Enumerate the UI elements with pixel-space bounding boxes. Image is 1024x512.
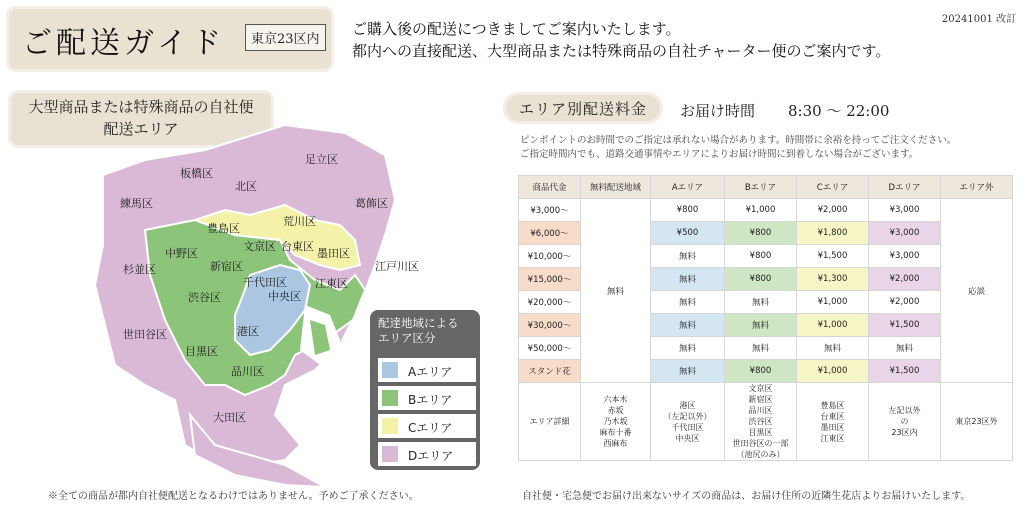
- fee-c-cell: 無料: [797, 337, 869, 360]
- legend-title: [378, 316, 459, 346]
- detail-line: 目黒区: [748, 428, 773, 437]
- legend-swatch-c: [382, 418, 398, 434]
- detail-free-cell: [581, 383, 651, 461]
- ward-label: 荒川区: [283, 215, 316, 228]
- fee-b-cell: ¥800: [725, 222, 797, 245]
- ward-label: 中央区: [268, 290, 301, 303]
- price-cell: ¥20,000〜: [519, 291, 581, 314]
- fee-c-cell: ¥1,000: [797, 360, 869, 383]
- ward-label: 中野区: [165, 247, 198, 260]
- ward-label: 文京区: [243, 240, 276, 253]
- delivery-time-label: お届け時間: [680, 102, 756, 120]
- fee-b-cell: 無料: [725, 314, 797, 337]
- col-header: Aエリア: [651, 176, 725, 199]
- col-header: Bエリア: [725, 176, 797, 199]
- ward-label: 品川区: [231, 365, 264, 378]
- ward-label: 大田区: [213, 411, 246, 424]
- fee-d-cell: 無料: [869, 337, 941, 360]
- detail-line: 23区内: [891, 428, 918, 437]
- col-header: 無料配送地域: [581, 176, 651, 199]
- detail-line: 中央区: [675, 433, 700, 443]
- legend-item-d: [378, 442, 476, 466]
- fee-c-cell: ¥2,000: [797, 199, 869, 222]
- detail-line: 乃木坂: [603, 417, 628, 426]
- fee-b-cell: 無料: [725, 337, 797, 360]
- ward-label: 豊島区: [207, 222, 240, 235]
- legend-label-d: Dエリア: [408, 449, 454, 463]
- detail-outside-cell: [941, 383, 1013, 461]
- ward-label: 新宿区: [210, 260, 243, 273]
- fee-heading: エリア別配送料金: [518, 100, 647, 118]
- page-title: ご配送ガイド: [22, 26, 226, 61]
- detail-line: 西麻布: [603, 439, 628, 448]
- price-cell: ¥6,000〜: [519, 222, 581, 245]
- detail-line: 左記以外: [888, 406, 921, 415]
- ward-label: 江東区: [315, 277, 348, 290]
- fee-table: [518, 175, 1013, 461]
- legend-label-c: Cエリア: [408, 421, 453, 435]
- fee-footnote: 自社便・宅急便でお届け出来ないサイズの商品は、お届け住所の近隣生花店よりお届けいたします。: [522, 491, 971, 502]
- ward-label: 杉並区: [123, 263, 156, 276]
- fee-c-cell: ¥1,500: [797, 245, 869, 268]
- fee-d-cell: ¥1,500: [869, 314, 941, 337]
- price-cell: スタンド花: [519, 360, 581, 383]
- fee-a-cell: 無料: [651, 245, 725, 268]
- ward-label: 江戸川区: [375, 260, 419, 273]
- fee-b-cell: ¥800: [725, 268, 797, 291]
- area-heading-line-1: 大型商品または特殊商品の自社便: [28, 98, 254, 116]
- area-footnote: ※全ての商品が都内自社便配送となるわけではありません。予めご了承ください。: [48, 491, 419, 502]
- detail-line: 墨田区: [820, 422, 845, 432]
- ward-label: 渋谷区: [188, 291, 221, 304]
- fee-c-cell: ¥1,300: [797, 268, 869, 291]
- detail-line: 渋谷区: [748, 417, 773, 426]
- fee-a-cell: ¥500: [651, 222, 725, 245]
- detail-line: 豊島区: [820, 400, 845, 410]
- ward-label: 世田谷区: [123, 328, 167, 341]
- detail-line: 世田谷区の一部: [732, 439, 789, 448]
- detail-line: 港区: [679, 400, 696, 410]
- ward-label: 葛飾区: [355, 197, 388, 210]
- legend-title-line-2: エリア区分: [378, 331, 436, 345]
- detail-line: （池尻のみ）: [736, 450, 785, 459]
- intro-text: [352, 18, 890, 62]
- legend-item-c: [378, 414, 476, 438]
- legend-swatch-d: [382, 446, 398, 462]
- fee-a-cell: ¥800: [651, 199, 725, 222]
- detail-label-cell: エリア詳細: [519, 383, 581, 461]
- table-row: [519, 199, 1013, 222]
- fee-c-cell: ¥1,000: [797, 314, 869, 337]
- detail-line: 麻布十番: [599, 428, 632, 437]
- detail-line: の: [900, 417, 909, 426]
- detail-d-cell: [869, 383, 941, 461]
- legend-title-line-1: 配達地域による: [378, 316, 459, 330]
- detail-line: 千代田区: [671, 422, 704, 432]
- ward-label: 北区: [235, 180, 257, 193]
- detail-line: 台東区: [820, 411, 845, 421]
- notice-line-2: ご指定時間内でも、道路交通事情やエリアによりお届け時間に到着しない場合がございます。: [520, 149, 919, 160]
- ward-label: 千代田区: [243, 276, 287, 289]
- legend-label-b: Bエリア: [408, 393, 453, 407]
- fee-b-cell: ¥800: [725, 360, 797, 383]
- fee-d-cell: ¥1,500: [869, 360, 941, 383]
- outside-cell: 応談: [941, 199, 1013, 383]
- fee-a-cell: 無料: [651, 360, 725, 383]
- fee-b-cell: 無料: [725, 291, 797, 314]
- detail-c-cell: [797, 383, 869, 461]
- intro-line-2: 都内への直接配送、大型商品または特殊商品の自社チャーター便のご案内です。: [352, 42, 891, 60]
- fee-d-cell: ¥2,000: [869, 291, 941, 314]
- table-detail-row: [519, 383, 1013, 461]
- fee-b-cell: ¥1,000: [725, 199, 797, 222]
- fee-a-cell: 無料: [651, 291, 725, 314]
- ward-label: 港区: [237, 325, 259, 338]
- fee-d-cell: ¥3,000: [869, 222, 941, 245]
- table-header-row: [519, 176, 1013, 199]
- notice-line-1: ピンポイントのお時間でのご指定は承れない場合があります。時間帯に余裕を持ってご注文ください。: [520, 135, 957, 146]
- ward-label: 足立区: [305, 153, 338, 166]
- ward-label: 練馬区: [120, 197, 153, 210]
- col-header: エリア外: [941, 176, 1013, 199]
- fee-c-cell: ¥1,000: [797, 291, 869, 314]
- fee-b-cell: ¥800: [725, 245, 797, 268]
- legend-swatch-b: [382, 390, 398, 406]
- delivery-time-value: 8:30 〜 22:00: [788, 102, 890, 120]
- fee-d-cell: ¥3,000: [869, 199, 941, 222]
- detail-a-cell: [651, 383, 725, 461]
- legend-item-a: [378, 358, 476, 382]
- revision-date: 20241001 改訂: [941, 14, 1016, 25]
- fee-a-cell: 無料: [651, 268, 725, 291]
- price-cell: ¥30,000〜: [519, 314, 581, 337]
- area-heading-line-2: 配送エリア: [103, 120, 179, 138]
- legend-item-b: [378, 386, 476, 410]
- region-tag: 東京23区内: [245, 24, 326, 51]
- fee-a-cell: 無料: [651, 337, 725, 360]
- col-header: 商品代金: [519, 176, 581, 199]
- delivery-notice: [520, 134, 956, 162]
- price-cell: ¥50,000〜: [519, 337, 581, 360]
- fee-d-cell: ¥3,000: [869, 245, 941, 268]
- ward-label: 板橋区: [180, 167, 213, 180]
- detail-b-cell: [725, 383, 797, 461]
- fee-a-cell: 無料: [651, 314, 725, 337]
- ward-label: 台東区: [281, 240, 314, 253]
- detail-line: 文京区: [748, 384, 773, 393]
- col-header: Cエリア: [797, 176, 869, 199]
- detail-line: （左記以外）: [663, 411, 712, 421]
- fee-c-cell: ¥1,800: [797, 222, 869, 245]
- detail-line: 新宿区: [748, 395, 773, 404]
- price-cell: ¥10,000〜: [519, 245, 581, 268]
- detail-line: 品川区: [748, 406, 773, 415]
- fee-d-cell: ¥2,000: [869, 268, 941, 291]
- col-header: Dエリア: [869, 176, 941, 199]
- intro-line-1: ご購入後の配送につきましてご案内いたします。: [352, 20, 681, 38]
- price-cell: ¥15,000〜: [519, 268, 581, 291]
- free-area-cell: 無料: [581, 199, 651, 383]
- price-cell: ¥3,000〜: [519, 199, 581, 222]
- legend-label-a: Aエリア: [408, 365, 453, 379]
- detail-line: 江東区: [820, 433, 845, 443]
- legend-swatch-a: [382, 362, 398, 378]
- detail-line: 六本木: [603, 395, 628, 404]
- ward-label: 目黒区: [185, 345, 218, 358]
- detail-line: 東京23区外: [955, 417, 998, 426]
- detail-line: 赤坂: [607, 406, 624, 415]
- ward-label: 墨田区: [317, 247, 350, 260]
